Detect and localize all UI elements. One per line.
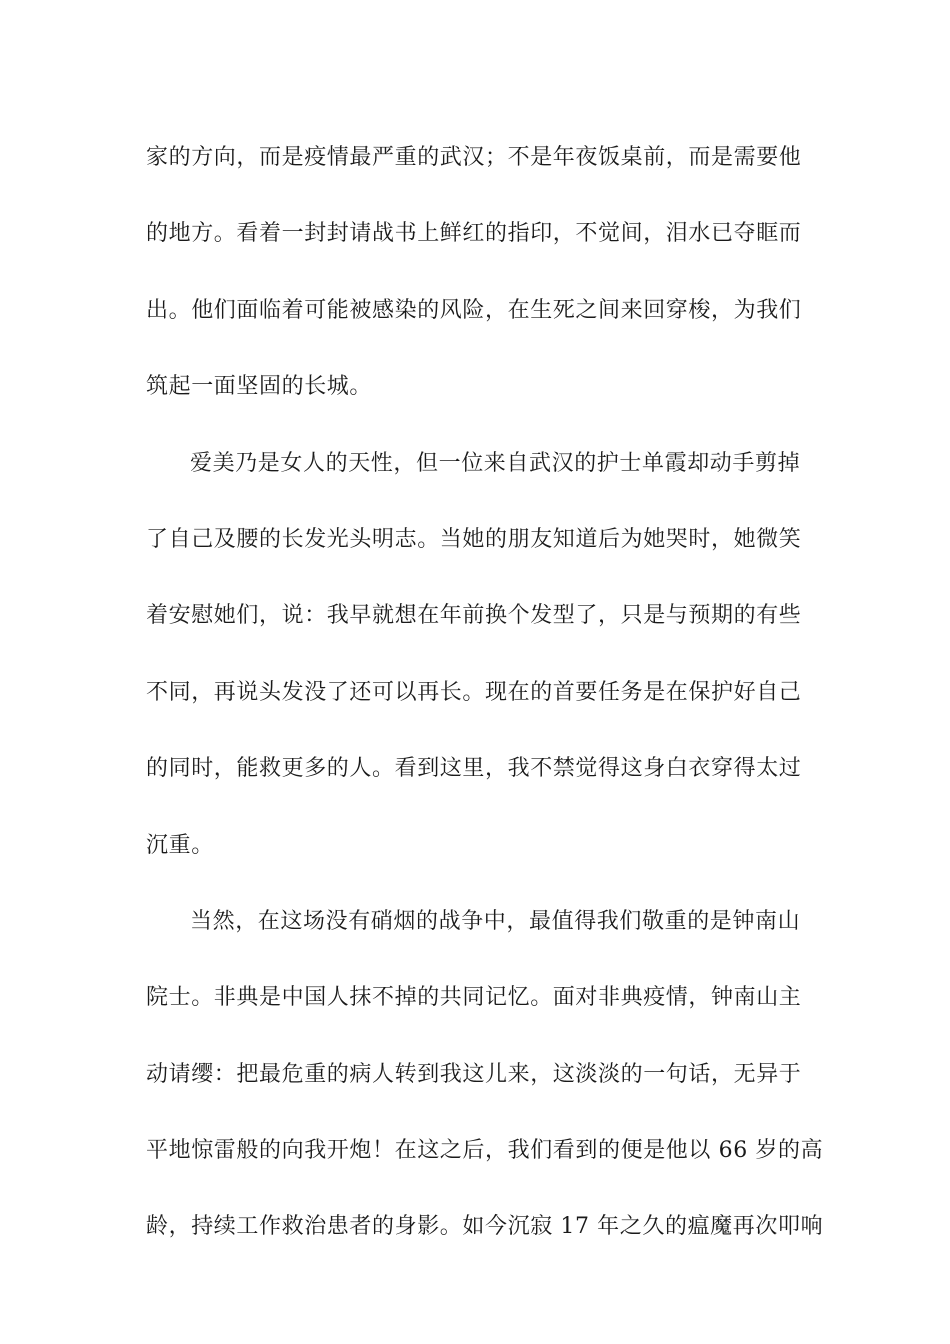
text-line: 家的方向，而是疫情最严重的武汉；不是年夜饭桌前，而是需要他 (146, 145, 802, 170)
text-line: 动请缨：把最危重的病人转到我这儿来，这淡淡的一句话，无异于 (146, 1061, 802, 1087)
text-line: 出。他们面临着可能被感染的风险，在生死之间来回穿梭，为我们 (146, 297, 802, 323)
text-line: 着安慰她们，说：我早就想在年前换个发型了，只是与预期的有些 (146, 603, 802, 629)
text-line: 沉重。 (146, 832, 214, 858)
body-text (146, 120, 824, 1266)
text-line: 的地方。看着一封封请战书上鲜红的指印，不觉间，泪水已夺眶而 (146, 221, 802, 247)
paragraph-first-line: 爱美乃是女人的天性，但一位来自武汉的护士单霞却动手剪掉 (190, 450, 801, 476)
text-line: 院士。非典是中国人抹不掉的共同记忆。面对非典疫情，钟南山主 (146, 985, 802, 1011)
text-line: 不同，再说头发没了还可以再长。现在的首要任务是在保护好自己 (146, 679, 802, 705)
paragraph-first-line: 当然，在这场没有硝烟的战争中，最值得我们敬重的是钟南山 (190, 908, 801, 934)
text-line: 平地惊雷般的向我开炮！在这之后，我们看到的便是他以 66 岁的高 (146, 1138, 824, 1164)
text-line: 了自己及腰的长发光头明志。当她的朋友知道后为她哭时，她微笑 (146, 526, 802, 552)
text-line: 龄，持续工作救治患者的身影。如今沉寂 17 年之久的瘟魔再次叩响 (146, 1214, 824, 1240)
text-line: 的同时，能救更多的人。看到这里，我不禁觉得这身白衣穿得太过 (146, 756, 802, 782)
text-line: 筑起一面坚固的长城。 (146, 374, 373, 400)
